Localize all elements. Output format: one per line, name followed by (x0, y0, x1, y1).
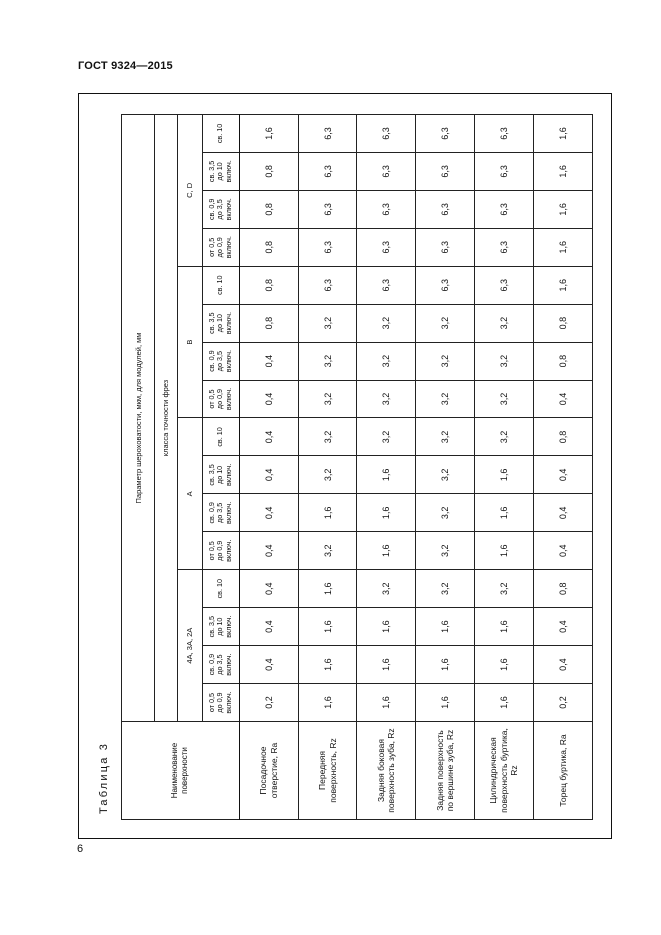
roughness-value: 6,3 (475, 190, 534, 228)
module-range-header: св. 10 (202, 570, 239, 608)
roughness-value: 3,2 (416, 570, 475, 608)
roughness-value: 0,8 (534, 304, 593, 342)
table-row (298, 115, 357, 820)
roughness-value: 0,2 (239, 684, 298, 722)
roughness-value: 1,6 (239, 115, 298, 153)
document-header: ГОСТ 9324—2015 (78, 60, 173, 72)
table-row (416, 115, 475, 820)
roughness-value: 3,2 (416, 418, 475, 456)
roughness-value: 6,3 (475, 266, 534, 304)
roughness-value: 6,3 (475, 228, 534, 266)
module-range-header: св. 0,9 до 3,5 включ. (202, 646, 239, 684)
roughness-value: 0,8 (239, 152, 298, 190)
roughness-value: 3,2 (357, 342, 416, 380)
roughness-value: 1,6 (298, 494, 357, 532)
roughness-value: 0,4 (534, 646, 593, 684)
table-row (357, 115, 416, 820)
header-row-ranges (202, 115, 239, 820)
roughness-value: 6,3 (357, 152, 416, 190)
roughness-value: 6,3 (357, 228, 416, 266)
roughness-value: 3,2 (416, 532, 475, 570)
roughness-value: 3,2 (298, 418, 357, 456)
roughness-value: 3,2 (416, 342, 475, 380)
table-row (534, 115, 593, 820)
roughness-value: 1,6 (357, 646, 416, 684)
roughness-value: 1,6 (298, 646, 357, 684)
roughness-value: 6,3 (298, 152, 357, 190)
header-row-accuracy (155, 115, 178, 820)
roughness-value: 1,6 (475, 532, 534, 570)
roughness-value: 3,2 (475, 418, 534, 456)
roughness-value: 0,4 (239, 570, 298, 608)
surface-name-header: Наименование поверхности (122, 722, 240, 820)
roughness-value: 0,4 (239, 608, 298, 646)
module-range-header: св. 10 (202, 418, 239, 456)
table-row (475, 115, 534, 820)
roughness-value: 1,6 (534, 190, 593, 228)
roughness-value: 0,8 (239, 304, 298, 342)
roughness-value: 6,3 (416, 152, 475, 190)
roughness-value: 6,3 (298, 266, 357, 304)
roughness-value: 3,2 (298, 342, 357, 380)
roughness-value: 3,2 (298, 304, 357, 342)
roughness-value: 3,2 (416, 304, 475, 342)
roughness-value: 1,6 (534, 152, 593, 190)
roughness-value: 6,3 (475, 115, 534, 153)
roughness-value: 0,8 (534, 418, 593, 456)
roughness-table (121, 114, 593, 820)
page-number: 6 (77, 843, 84, 855)
table-row (239, 115, 298, 820)
roughness-value: 1,6 (475, 684, 534, 722)
roughness-value: 6,3 (416, 228, 475, 266)
module-range-header: св. 0,9 до 3,5 включ. (202, 190, 239, 228)
roughness-value: 0,4 (239, 532, 298, 570)
roughness-value: 1,6 (475, 494, 534, 532)
roughness-value: 3,2 (475, 342, 534, 380)
roughness-value: 0,8 (239, 190, 298, 228)
class-header: А (177, 418, 202, 570)
roughness-value: 3,2 (357, 304, 416, 342)
roughness-value: 3,2 (416, 456, 475, 494)
roughness-value: 3,2 (298, 456, 357, 494)
roughness-value: 6,3 (357, 190, 416, 228)
roughness-value: 6,3 (416, 115, 475, 153)
module-range-header: св. 3,5 до 10 включ. (202, 456, 239, 494)
roughness-value: 6,3 (357, 266, 416, 304)
roughness-value: 3,2 (357, 570, 416, 608)
module-range-header: от 0,5 до 0,9 включ. (202, 228, 239, 266)
module-range-header: св. 3,5 до 10 включ. (202, 152, 239, 190)
surface-name: Задняя поверхность по вершине зуба, Rz (416, 722, 475, 820)
roughness-value: 1,6 (357, 494, 416, 532)
roughness-value: 1,6 (416, 684, 475, 722)
module-range-header: св. 10 (202, 115, 239, 153)
roughness-value: 1,6 (475, 646, 534, 684)
roughness-value: 0,4 (239, 494, 298, 532)
roughness-value: 6,3 (357, 115, 416, 153)
module-range-header: св. 10 (202, 266, 239, 304)
module-range-header: св. 3,5 до 10 включ. (202, 608, 239, 646)
roughness-value: 0,4 (534, 456, 593, 494)
roughness-value: 1,6 (357, 532, 416, 570)
roughness-value: 0,4 (239, 342, 298, 380)
roughness-value: 3,2 (357, 418, 416, 456)
roughness-value: 0,4 (534, 380, 593, 418)
roughness-value: 1,6 (298, 608, 357, 646)
module-range-header: от 0,5 до 0,9 включ. (202, 684, 239, 722)
roughness-value: 0,8 (534, 342, 593, 380)
roughness-value: 1,6 (475, 608, 534, 646)
roughness-value: 1,6 (298, 684, 357, 722)
roughness-value: 0,4 (534, 532, 593, 570)
roughness-value: 3,2 (475, 570, 534, 608)
header-row-classes (177, 115, 202, 820)
module-range-header: св. 3,5 до 10 включ. (202, 304, 239, 342)
roughness-value: 3,2 (298, 532, 357, 570)
header-row-param (122, 115, 155, 820)
roughness-value: 0,8 (239, 266, 298, 304)
class-header: В (177, 266, 202, 418)
roughness-value: 0,4 (239, 380, 298, 418)
roughness-value: 1,6 (357, 608, 416, 646)
parameter-header: Параметр шероховатости, мкм, для модулей, мм (122, 115, 155, 722)
roughness-value: 3,2 (475, 304, 534, 342)
roughness-value: 0,4 (239, 456, 298, 494)
roughness-value: 1,6 (534, 228, 593, 266)
roughness-value: 1,6 (416, 608, 475, 646)
roughness-value: 6,3 (416, 190, 475, 228)
accuracy-class-header: класса точности фрез (155, 115, 178, 722)
roughness-value: 3,2 (416, 494, 475, 532)
roughness-value: 6,3 (298, 190, 357, 228)
class-header: С, D (177, 115, 202, 267)
surface-name: Цилиндрическая поверхность буртика, Rz (475, 722, 534, 820)
surface-name: Посадочное отверстие, Ra (239, 722, 298, 820)
roughness-value: 1,6 (357, 684, 416, 722)
roughness-value: 3,2 (416, 380, 475, 418)
roughness-value: 0,8 (534, 570, 593, 608)
roughness-value: 0,2 (534, 684, 593, 722)
roughness-value: 1,6 (357, 456, 416, 494)
roughness-value: 1,6 (534, 115, 593, 153)
roughness-value: 1,6 (534, 266, 593, 304)
module-range-header: св. 0,9 до 3,5 включ. (202, 494, 239, 532)
rotated-table-block (96, 114, 593, 820)
roughness-value: 6,3 (298, 228, 357, 266)
roughness-value: 0,8 (239, 228, 298, 266)
class-header: 4А, 3А, 2А (177, 570, 202, 722)
roughness-value: 3,2 (298, 380, 357, 418)
surface-name: Передняя поверхность, Rz (298, 722, 357, 820)
module-range-header: св. 0,9 до 3,5 включ. (202, 342, 239, 380)
module-range-header: от 0,5 до 0,9 включ. (202, 532, 239, 570)
roughness-value: 6,3 (416, 266, 475, 304)
roughness-value: 1,6 (475, 456, 534, 494)
roughness-value: 0,4 (239, 646, 298, 684)
roughness-value: 3,2 (475, 380, 534, 418)
roughness-value: 1,6 (298, 570, 357, 608)
roughness-value: 6,3 (475, 152, 534, 190)
roughness-value: 0,4 (534, 494, 593, 532)
roughness-value: 3,2 (357, 380, 416, 418)
roughness-value: 6,3 (298, 115, 357, 153)
surface-name: Торец буртика, Ra (534, 722, 593, 820)
roughness-value: 1,6 (416, 646, 475, 684)
module-range-header: от 0,5 до 0,9 включ. (202, 380, 239, 418)
roughness-value: 0,4 (239, 418, 298, 456)
roughness-value: 0,4 (534, 608, 593, 646)
table-caption: Таблица 3 (98, 741, 110, 814)
surface-name: Задняя боковая поверхность зуба, Rz (357, 722, 416, 820)
